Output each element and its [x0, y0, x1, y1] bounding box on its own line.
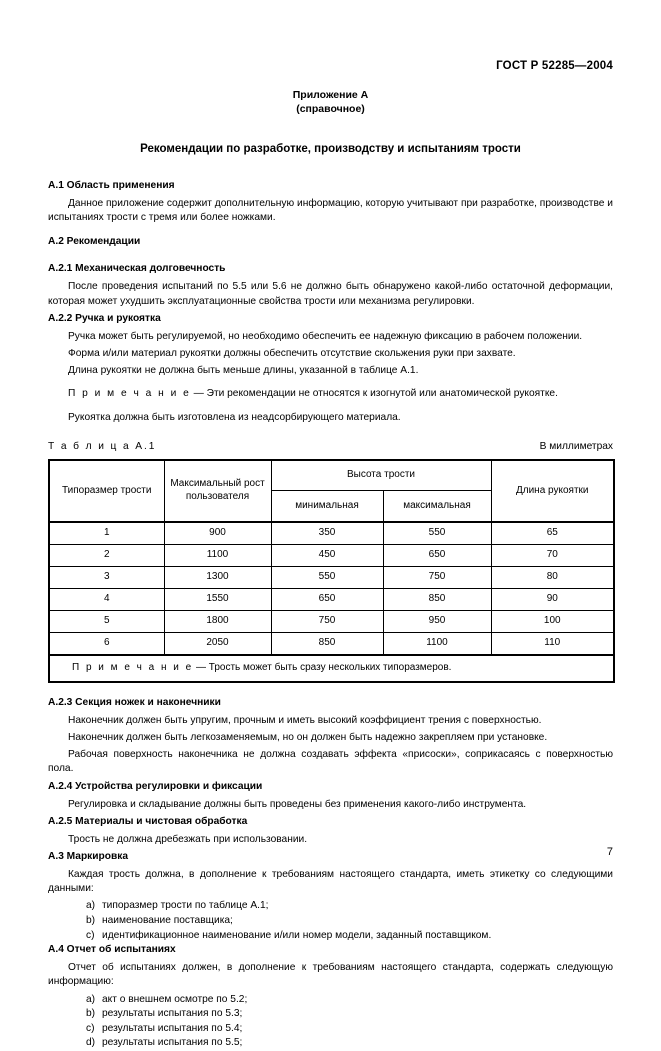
list-marker: b)	[86, 1008, 96, 1020]
list-a3	[48, 899, 613, 943]
list-item	[86, 993, 613, 1008]
paragraph-a24-1: Регулировка и складывание должны быть проведены без применения какого-либо инструмента.	[68, 798, 527, 810]
cell-h-min: 450	[271, 544, 383, 566]
list-text: акт о внешнем осмотре по 5.2;	[102, 993, 248, 1005]
paragraph-a22-4: Рукоятка должна быть изготовлена из неадсорбирующего материала.	[68, 411, 401, 423]
table-note	[49, 655, 614, 682]
cell-handle: 70	[491, 544, 614, 566]
paragraph-a21-1: После проведения испытаний по 5.5 или 5.6 не должно быть обнаружено какой-либо остаточной деформации, которая может ухудшить эксплуатационные свойства трости или механизма регулировки.	[48, 281, 613, 307]
list-text: результаты испытания по 5.4;	[102, 1022, 243, 1034]
list-marker: d)	[86, 1037, 96, 1049]
paragraph-a22-2: Форма и/или материал рукоятки должны обеспечить отсутствие скольжения руки при захвате.	[68, 348, 516, 360]
cell-size: 3	[49, 566, 164, 588]
heading-a3: A.3 Маркировка	[48, 851, 129, 863]
table-row	[49, 522, 614, 545]
heading-a2: A.2 Рекомендации	[48, 236, 141, 248]
table-units: В миллиметрах	[539, 440, 613, 452]
paragraph-a25-1: Трость не должна дребезжать при использовании.	[68, 833, 308, 845]
list-item	[86, 1036, 613, 1051]
cell-h-max: 550	[383, 522, 491, 545]
cell-max-height: 1300	[164, 566, 271, 588]
heading-a21: A.2.1 Механическая долговечность	[48, 263, 226, 275]
list-marker: a)	[86, 993, 96, 1005]
table-note-label: П р и м е ч а н и е	[72, 662, 194, 674]
list-text: наименование поставщика;	[102, 915, 233, 927]
paragraph-a22-3: Длина рукоятки не должна быть меньше длины, указанной в таблице А.1.	[68, 365, 419, 377]
page-content	[48, 88, 613, 1051]
cell-h-max: 750	[383, 566, 491, 588]
note-label: П р и м е ч а н и е	[68, 388, 191, 400]
cell-max-height: 900	[164, 522, 271, 545]
table-caption: Т а б л и ц а А.1	[48, 440, 157, 452]
cell-max-height: 2050	[164, 632, 271, 655]
cell-max-height: 1800	[164, 610, 271, 632]
paragraph-a23-2: Наконечник должен быть легкозаменяемым, но он должен быть надежно закрепляем при установке.	[68, 732, 548, 744]
th-handle-length: Длина рукоятки	[491, 460, 614, 522]
cell-h-max: 950	[383, 610, 491, 632]
note-text: — Эти рекомендации не относятся к изогнутой или анатомической рукоятке.	[190, 388, 558, 400]
list-marker: a)	[86, 900, 96, 912]
paragraph-a23-3: Рабочая поверхность наконечника не должна создавать эффекта «присоски», соприкасаясь с поверхностью пола.	[48, 749, 613, 775]
th-height-min: минимальная	[271, 491, 383, 522]
list-marker: b)	[86, 915, 96, 927]
th-group-cane-height: Высота трости	[271, 460, 491, 491]
cell-h-max: 850	[383, 588, 491, 610]
page-number: 7	[606, 846, 613, 858]
cell-h-min: 550	[271, 566, 383, 588]
th-size: Типоразмер трости	[49, 460, 164, 522]
list-text: результаты испытания по 5.5;	[102, 1037, 243, 1049]
heading-a4: A.4 Отчет об испытаниях	[48, 944, 176, 956]
cell-h-max: 650	[383, 544, 491, 566]
table-header-row-1	[49, 460, 614, 491]
table-note-text: — Трость может быть сразу нескольких типоразмеров.	[193, 662, 452, 674]
list-marker: c)	[86, 929, 95, 941]
cell-handle: 90	[491, 588, 614, 610]
table-row	[49, 610, 614, 632]
table-note-row	[49, 655, 614, 682]
cell-h-min: 650	[271, 588, 383, 610]
table-row	[49, 566, 614, 588]
heading-a22: A.2.2 Ручка и рукоятка	[48, 312, 161, 324]
note-a22	[48, 387, 613, 401]
annex-title: Рекомендации по разработке, производству и испытаниям трости	[140, 143, 521, 155]
cell-size: 1	[49, 522, 164, 545]
cell-h-max: 1100	[383, 632, 491, 655]
th-height-max: максимальная	[383, 491, 491, 522]
running-head: ГОСТ Р 52285—2004	[496, 60, 613, 72]
list-a4	[48, 993, 613, 1051]
paragraph-a1-1: Данное приложение содержит дополнительную информацию, которую учитывают при разработке, производстве и испытаниях трости с тремя или более ножками.	[48, 198, 613, 224]
list-item	[86, 914, 613, 929]
annex-label: Приложение А	[292, 89, 369, 101]
cell-handle: 110	[491, 632, 614, 655]
list-text: идентификационное наименование и/или номер модели, заданный поставщиком.	[102, 929, 492, 941]
th-max-user-height: Максимальный рост пользователя	[164, 460, 271, 522]
cell-size: 4	[49, 588, 164, 610]
list-item	[86, 899, 613, 914]
table-row	[49, 632, 614, 655]
cell-max-height: 1100	[164, 544, 271, 566]
table-body	[49, 522, 614, 682]
cell-size: 5	[49, 610, 164, 632]
cell-handle: 100	[491, 610, 614, 632]
heading-a25: A.2.5 Материалы и чистовая обработка	[48, 815, 248, 827]
cell-h-min: 850	[271, 632, 383, 655]
cell-h-min: 750	[271, 610, 383, 632]
annex-kind: (справочное)	[296, 103, 365, 115]
cell-max-height: 1550	[164, 588, 271, 610]
list-item	[86, 1007, 613, 1022]
cell-handle: 80	[491, 566, 614, 588]
table-head	[49, 460, 614, 522]
paragraph-a4-1: Отчет об испытаниях должен, в дополнение к требованиям настоящего стандарта, содержать следующую информацию:	[48, 962, 613, 988]
list-text: типоразмер трости по таблице А.1;	[102, 900, 269, 912]
heading-a1: A.1 Область применения	[48, 180, 175, 191]
paragraph-a3-1: Каждая трость должна, в дополнение к требованиям настоящего стандарта, иметь этикетку со следующими данными:	[48, 869, 613, 895]
cell-size: 2	[49, 544, 164, 566]
table-a1	[48, 459, 615, 683]
cell-handle: 65	[491, 522, 614, 545]
paragraph-a22-1: Ручка может быть регулируемой, но необходимо обеспечить ее надежную фиксацию в рабочем положении.	[68, 330, 583, 342]
heading-a23: A.2.3 Секция ножек и наконечники	[48, 696, 221, 708]
table-row	[49, 588, 614, 610]
cell-size: 6	[49, 632, 164, 655]
list-marker: c)	[86, 1022, 95, 1034]
table-caption-row	[48, 441, 613, 452]
paragraph-a23-1: Наконечник должен быть упругим, прочным и иметь высокий коэффициент трения с поверхностью.	[68, 714, 542, 726]
list-item	[86, 1022, 613, 1037]
cell-h-min: 350	[271, 522, 383, 545]
table-row	[49, 544, 614, 566]
heading-a24: A.2.4 Устройства регулировки и фиксации	[48, 780, 263, 792]
list-text: результаты испытания по 5.3;	[102, 1008, 243, 1020]
